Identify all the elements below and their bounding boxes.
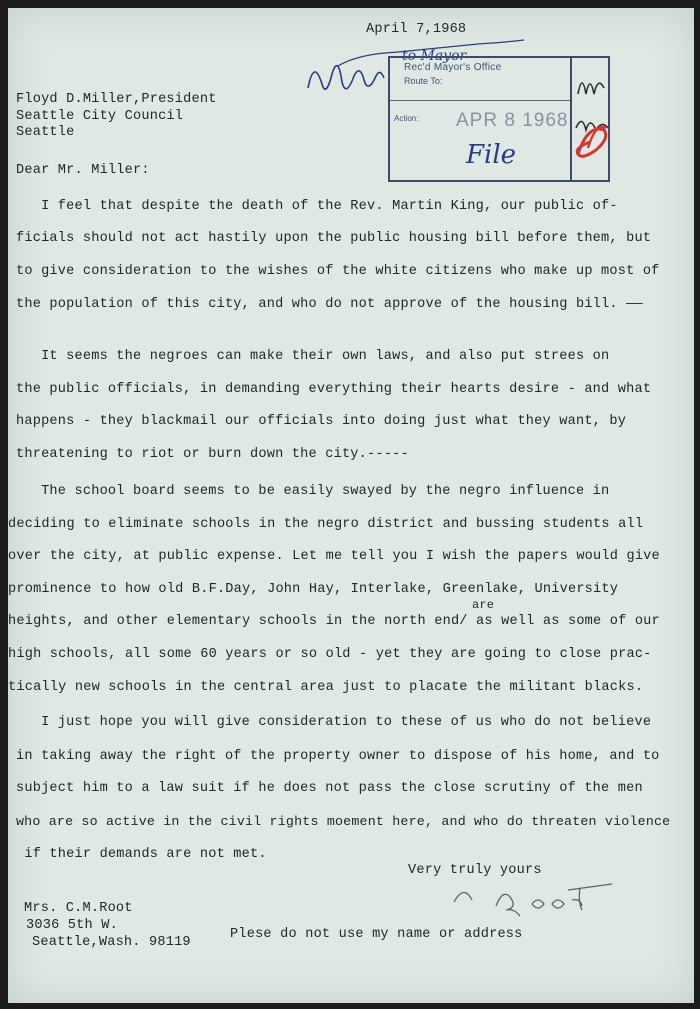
recipient-council: Seattle City Council xyxy=(16,109,184,124)
body-line: subject him to a law suit if he does not pass the close scrutiny of the men xyxy=(16,781,643,796)
body-line: deciding to eliminate schools in the negro district and bussing students all xyxy=(8,517,644,532)
body-line: It seems the negroes can make their own laws, and also put strees on xyxy=(16,349,610,364)
body-line: I feel that despite the death of the Rev. Martin King, our public of- xyxy=(16,199,618,214)
recipient-city: Seattle xyxy=(16,125,75,140)
stamp-action-label: Action: xyxy=(394,114,419,123)
stamp-file-note: File xyxy=(466,140,517,170)
stamp-date: APR 8 1968 xyxy=(456,110,569,131)
body-line: the population of this city, and who do not approve of the housing bill. —— xyxy=(16,297,643,312)
body-line: who are so active in the civil rights moement here, and who do threaten violence xyxy=(16,814,671,829)
body-line: The school board seems to be easily swayed by the negro influence in xyxy=(16,484,610,499)
body-line: happens - they blackmail our officials into doing just what they want, by xyxy=(16,414,627,429)
initials-scribbles xyxy=(574,64,610,178)
recipient-name: Floyd D.Miller,President xyxy=(16,92,217,107)
handwritten-signature xyxy=(448,880,628,920)
body-line: prominence to how old B.F.Day, John Hay, Interlake, Greenlake, University xyxy=(8,582,619,597)
stamp-route-label: Route To: xyxy=(404,76,443,86)
body-line: tically new schools in the central area just to placate the militant blacks. xyxy=(8,680,644,695)
postscript: Plese do not use my name or address xyxy=(230,927,523,942)
body-line: in taking away the right of the property owner to dispose of his home, and to xyxy=(16,749,660,764)
body-line: threatening to riot or burn down the city.----- xyxy=(16,447,409,462)
stamp-header: Rec'd Mayor's Office xyxy=(404,62,502,73)
body-line: the public officials, in demanding everything their hearts desire - and what xyxy=(16,382,652,397)
body-line: I just hope you will give consideration to these of us who do not believe xyxy=(16,715,652,730)
closing: Very truly yours xyxy=(408,863,542,878)
sender-name: Mrs. C.M.Root xyxy=(24,901,133,916)
salutation: Dear Mr. Miller: xyxy=(16,163,150,178)
body-line: ficials should not act hastily upon the public housing bill before them, but xyxy=(16,231,652,246)
sender-street: 3036 5th W. xyxy=(26,918,118,933)
top-note-text: to Mayor xyxy=(402,48,467,64)
body-line: high schools, all some 60 years or so old - yet they are going to close prac- xyxy=(8,647,652,662)
body-line: to give consideration to the wishes of the white citizens who make up most of xyxy=(16,264,660,279)
sender-city: Seattle,Wash. 98119 xyxy=(32,935,191,950)
body-line: if their demands are not met. xyxy=(16,847,267,862)
letter-page xyxy=(8,8,694,1003)
inserted-word: are xyxy=(472,598,495,612)
body-line: heights, and other elementary schools in the north end/ as well as some of our xyxy=(8,614,660,629)
body-line: over the city, at public expense. Let me tell you I wish the papers would give xyxy=(8,549,660,564)
mayors-office-stamp xyxy=(388,56,610,182)
letter-date: April 7,1968 xyxy=(366,22,467,37)
